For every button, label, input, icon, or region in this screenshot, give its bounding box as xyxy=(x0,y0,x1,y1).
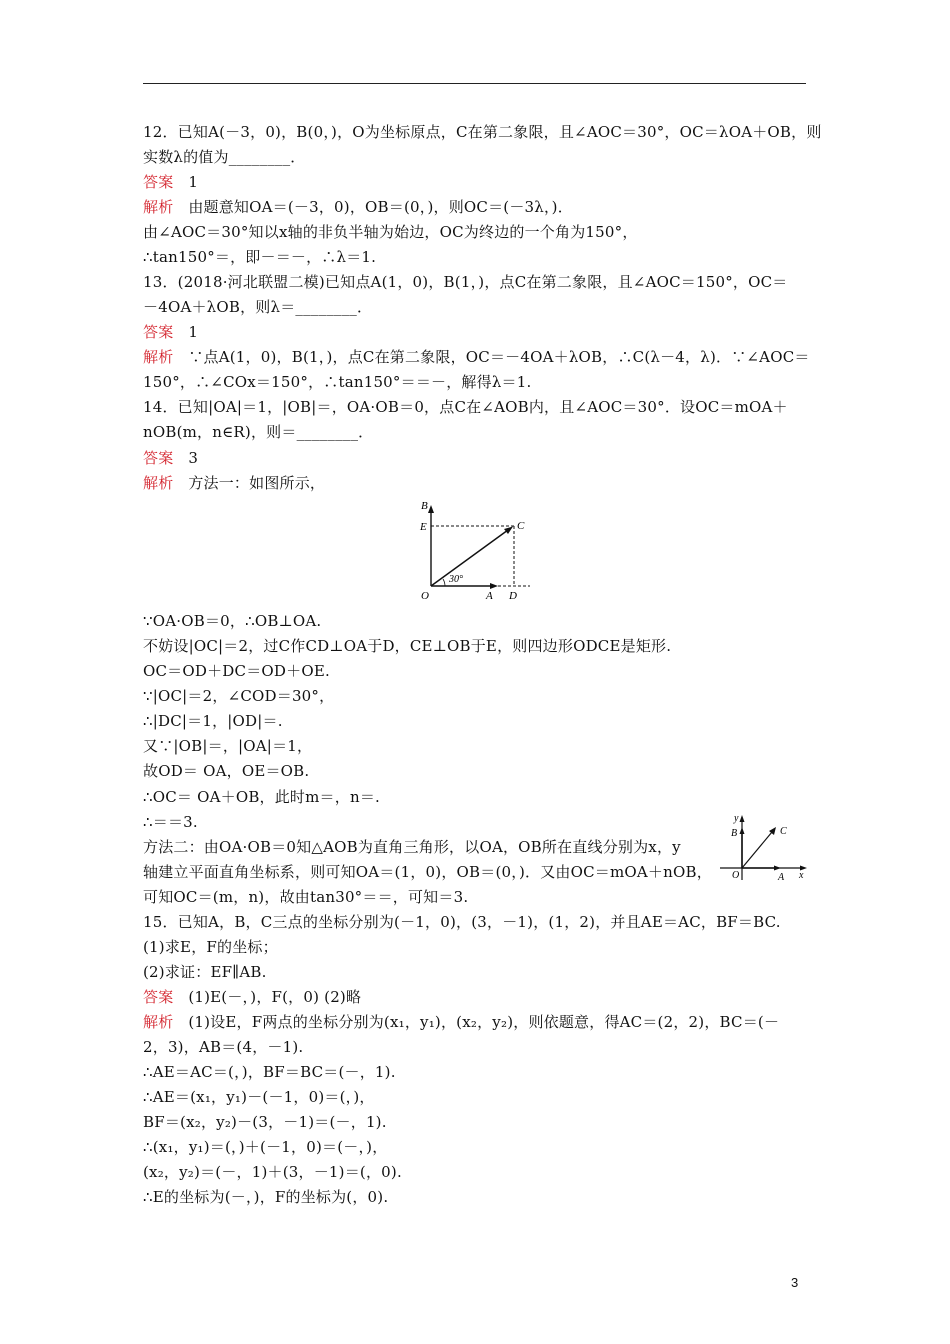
problem-14-line-2: nOB(m，n∈R)，则＝________． xyxy=(143,423,374,441)
answer-label: 答案 xyxy=(143,988,174,1006)
analysis-line: (x₂，y₂)＝(－，1)＋(3，－1)＝(，0). xyxy=(143,1163,402,1181)
label-o2: O xyxy=(732,870,740,881)
answer-value: (1)E(－，)，F(，0) (2)略 xyxy=(188,988,362,1006)
label-a: A xyxy=(486,590,493,602)
label-e: E xyxy=(420,521,427,533)
answer-value: 1 xyxy=(188,323,199,341)
analysis-line: ∴AE＝(x₁，y₁)－(－1，0)＝(，)， xyxy=(143,1088,375,1106)
analysis-line: 方法二：由OA·OB＝0知△AOB为直角三角形，以OA，OB所在直线分别为x，y xyxy=(143,838,681,856)
analysis-line: OC＝OD＋DC＝OD＋OE. xyxy=(143,662,330,680)
coordinate-system-figure xyxy=(714,812,810,884)
analysis-line: ∵|OC|＝2，∠COD＝30°， xyxy=(143,687,335,705)
problem-14-line-1: 14．已知|OA|＝1，|OB|＝，OA·OB＝0，点C在∠AOB内，且∠AOC＝30°．设OC＝mOA＋ xyxy=(143,398,788,416)
analysis-line: 不妨设|OC|＝2，过C作CD⊥OA于D，CE⊥OB于E，则四边形ODCE是矩形. xyxy=(143,637,672,655)
analysis-label: 解析 xyxy=(143,1013,174,1031)
analysis-line: 可知OC＝(m，n)，故由tan30°＝＝，可知＝3. xyxy=(143,888,469,906)
problem-12-line-1: 12．已知A(－3，0)，B(0，)，O为坐标原点，C在第二象限，且∠AOC＝30°，OC＝λOA＋OB，则 xyxy=(143,123,822,141)
analysis-line: 150°，∴∠COx＝150°，∴tan150°＝＝－，解得λ＝1. xyxy=(143,373,532,391)
analysis-line: BF＝(x₂，y₂)－(3，－1)＝(－，1). xyxy=(143,1113,387,1131)
label-y: y xyxy=(734,813,739,824)
analysis-line: ∴AE＝AC＝(，)，BF＝BC＝(－，1). xyxy=(143,1063,396,1081)
analysis-line: ∴(x₁，y₁)＝(，)＋(－1，0)＝(－，)， xyxy=(143,1138,388,1156)
analysis-label: 解析 xyxy=(143,348,174,366)
analysis-line: ∵OA·OB＝0，∴OB⊥OA. xyxy=(143,612,322,630)
analysis-line: 由∠AOC＝30°知以x轴的非负半轴为始边，OC为终边的一个角为150°， xyxy=(143,223,638,241)
label-a2: A xyxy=(778,872,785,883)
problem-14-answer xyxy=(143,448,198,468)
analysis-line: 轴建立平面直角坐标系，则可知OA＝(1，0)，OB＝(0，)．又由OC＝mOA＋nOB， xyxy=(143,863,712,881)
header-rule xyxy=(143,83,806,84)
label-b2: B xyxy=(731,828,738,839)
analysis-text: 由题意知OA＝(－3，0)，OB＝(0，)，则OC＝(－3λ，)． xyxy=(188,198,573,216)
analysis-text: ∵点A(1，0)，B(1，)，点C在第二象限，OC＝－4OA＋λOB，∴C(λ－4，λ)．∵∠AOC＝ xyxy=(188,348,810,366)
answer-value: 3 xyxy=(188,449,199,467)
analysis-line: ∴OC＝ OA＋OB，此时m＝，n＝. xyxy=(143,788,380,806)
problem-12-analysis xyxy=(143,197,573,217)
analysis-line: ∴E的坐标为(－，)，F的坐标为(，0). xyxy=(143,1188,389,1206)
label-b: B xyxy=(421,500,428,512)
answer-label: 答案 xyxy=(143,323,174,341)
analysis-line: 又∵|OB|＝，|OA|＝1， xyxy=(143,737,313,755)
problem-13-analysis xyxy=(143,347,810,367)
analysis-text: (1)设E，F两点的坐标分别为(x₁，y₁)，(x₂，y₂)，则依题意，得AC＝(2，2)，BC＝(－ xyxy=(188,1013,780,1031)
answer-label: 答案 xyxy=(143,173,174,191)
analysis-text: 方法一：如图所示， xyxy=(188,474,326,492)
label-x: x xyxy=(799,870,804,881)
analysis-line: ∴＝＝3. xyxy=(143,813,198,831)
problem-15-line-2: (1)求E，F的坐标； xyxy=(143,938,278,956)
problem-15-answer xyxy=(143,987,361,1007)
analysis-line: 2，3)，AB＝(4，－1). xyxy=(143,1038,304,1056)
analysis-label: 解析 xyxy=(143,474,174,492)
analysis-line: ∴|DC|＝1，|OD|＝. xyxy=(143,712,283,730)
problem-13-line-2: －4OA＋λOB，则λ＝________． xyxy=(143,298,373,316)
answer-value: 1 xyxy=(188,173,199,191)
label-angle: 30° xyxy=(449,574,463,585)
problem-12-line-2: 实数λ的值为________． xyxy=(143,148,306,166)
problem-15-line-3: (2)求证：EF∥AB. xyxy=(143,963,267,981)
page-number: 3 xyxy=(791,1275,799,1290)
rectangle-odce-figure xyxy=(412,498,537,604)
problem-15-line-1: 15．已知A，B，C三点的坐标分别为(－1，0)，(3，－1)，(1，2)，并且AE＝AC，BF＝BC. xyxy=(143,913,781,931)
label-o: O xyxy=(421,590,429,602)
label-d: D xyxy=(509,590,517,602)
analysis-label: 解析 xyxy=(143,198,174,216)
problem-15-analysis xyxy=(143,1012,779,1032)
analysis-line: 故OD＝ OA，OE＝OB. xyxy=(143,762,310,780)
label-c: C xyxy=(517,520,525,532)
answer-label: 答案 xyxy=(143,449,174,467)
problem-13-answer xyxy=(143,322,198,342)
problem-13-line-1: 13．(2018·河北联盟二模)已知点A(1，0)，B(1，)，点C在第二象限，且∠AOC＝150°，OC＝ xyxy=(143,273,788,291)
problem-12-answer xyxy=(143,172,198,192)
problem-14-analysis xyxy=(143,473,325,493)
label-c2: C xyxy=(780,826,787,837)
analysis-line: ∴tan150°＝，即－＝－，∴λ＝1. xyxy=(143,248,377,266)
